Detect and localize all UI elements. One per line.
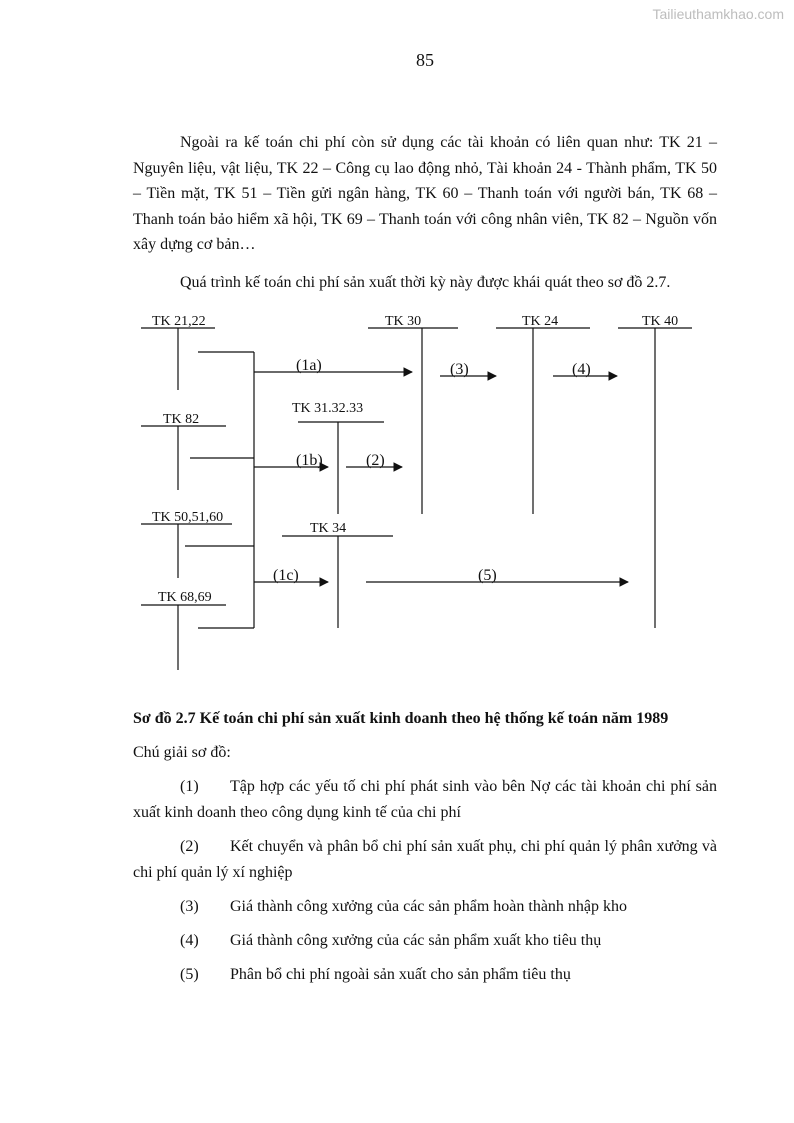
legend-note-4 xyxy=(133,928,717,954)
label-tk24: TK 24 xyxy=(522,314,559,329)
note-number: (1) xyxy=(180,778,199,795)
note-text: Giá thành công xưởng của các sản phẩm xuất kho tiêu thụ xyxy=(230,932,602,949)
flow-label-1b: (1b) xyxy=(296,452,323,469)
label-tk82: TK 82 xyxy=(163,412,200,427)
flow-label-5: (5) xyxy=(478,567,497,584)
label-tk40: TK 40 xyxy=(642,314,679,329)
legend-note-3 xyxy=(133,894,717,920)
label-tk6869: TK 68,69 xyxy=(158,590,212,605)
note-text: Tập hợp các yếu tố chi phí phát sinh vào bên Nợ các tài khoản chi phí sản xuất kinh doanh theo công dụng kinh tế của chi phí xyxy=(133,778,717,821)
label-tk30: TK 30 xyxy=(385,314,422,329)
legend-title: Chú giải sơ đồ: xyxy=(133,744,231,761)
intro-paragraph: Ngoài ra kế toán chi phí còn sử dụng các tài khoản có liên quan như: TK 21 – Nguyên liệu, vật liệu, TK 22 – Công cụ lao động nhỏ, Tài khoản 24 - Thành phẩm, TK 50 – Tiền mặt, TK 51 – Tiền gửi ngân hàng, TK 60 – Thanh toán với người bán, TK 68 – Thanh toán bảo hiểm xã hội, TK 69 – Thanh toán với công nhân viên, TK 82 – Nguồn vốn xây dựng cơ bản… xyxy=(133,134,717,253)
label-tk34: TK 34 xyxy=(310,521,347,536)
accounting-flow-diagram xyxy=(0,300,794,700)
flow-label-4: (4) xyxy=(572,361,591,378)
note-number: (3) xyxy=(180,898,199,915)
diagram-intro-paragraph: Quá trình kế toán chi phí sản xuất thời kỳ này được khái quát theo sơ đồ 2.7. xyxy=(180,274,671,291)
note-number: (5) xyxy=(180,966,199,983)
note-number: (4) xyxy=(180,932,199,949)
note-text: Kết chuyển và phân bổ chi phí sản xuất phụ, chi phí quản lý phân xưởng và chi phí quản lý xí nghiệp xyxy=(133,838,717,881)
note-text: Phân bổ chi phí ngoài sản xuất cho sản phẩm tiêu thụ xyxy=(230,966,571,983)
flow-label-1a: (1a) xyxy=(296,357,322,374)
watermark: Tailieuthamkhao.com xyxy=(652,6,784,22)
label-tk313233: TK 31.32.33 xyxy=(292,401,364,416)
flow-label-1c: (1c) xyxy=(273,567,299,584)
label-tk505160: TK 50,51,60 xyxy=(152,510,224,525)
flow-label-3: (3) xyxy=(450,361,469,378)
legend-note-2 xyxy=(133,834,717,885)
note-text: Giá thành công xưởng của các sản phẩm hoàn thành nhập kho xyxy=(230,898,628,915)
page-number: 85 xyxy=(416,50,434,70)
legend-note-5 xyxy=(133,962,717,988)
legend-note-1 xyxy=(133,774,717,825)
diagram-caption: Sơ đồ 2.7 Kế toán chi phí sản xuất kinh doanh theo hệ thống kế toán năm 1989 xyxy=(133,710,669,727)
flow-label-2: (2) xyxy=(366,452,385,469)
label-tk2122: TK 21,22 xyxy=(152,314,206,329)
note-number: (2) xyxy=(180,838,199,855)
